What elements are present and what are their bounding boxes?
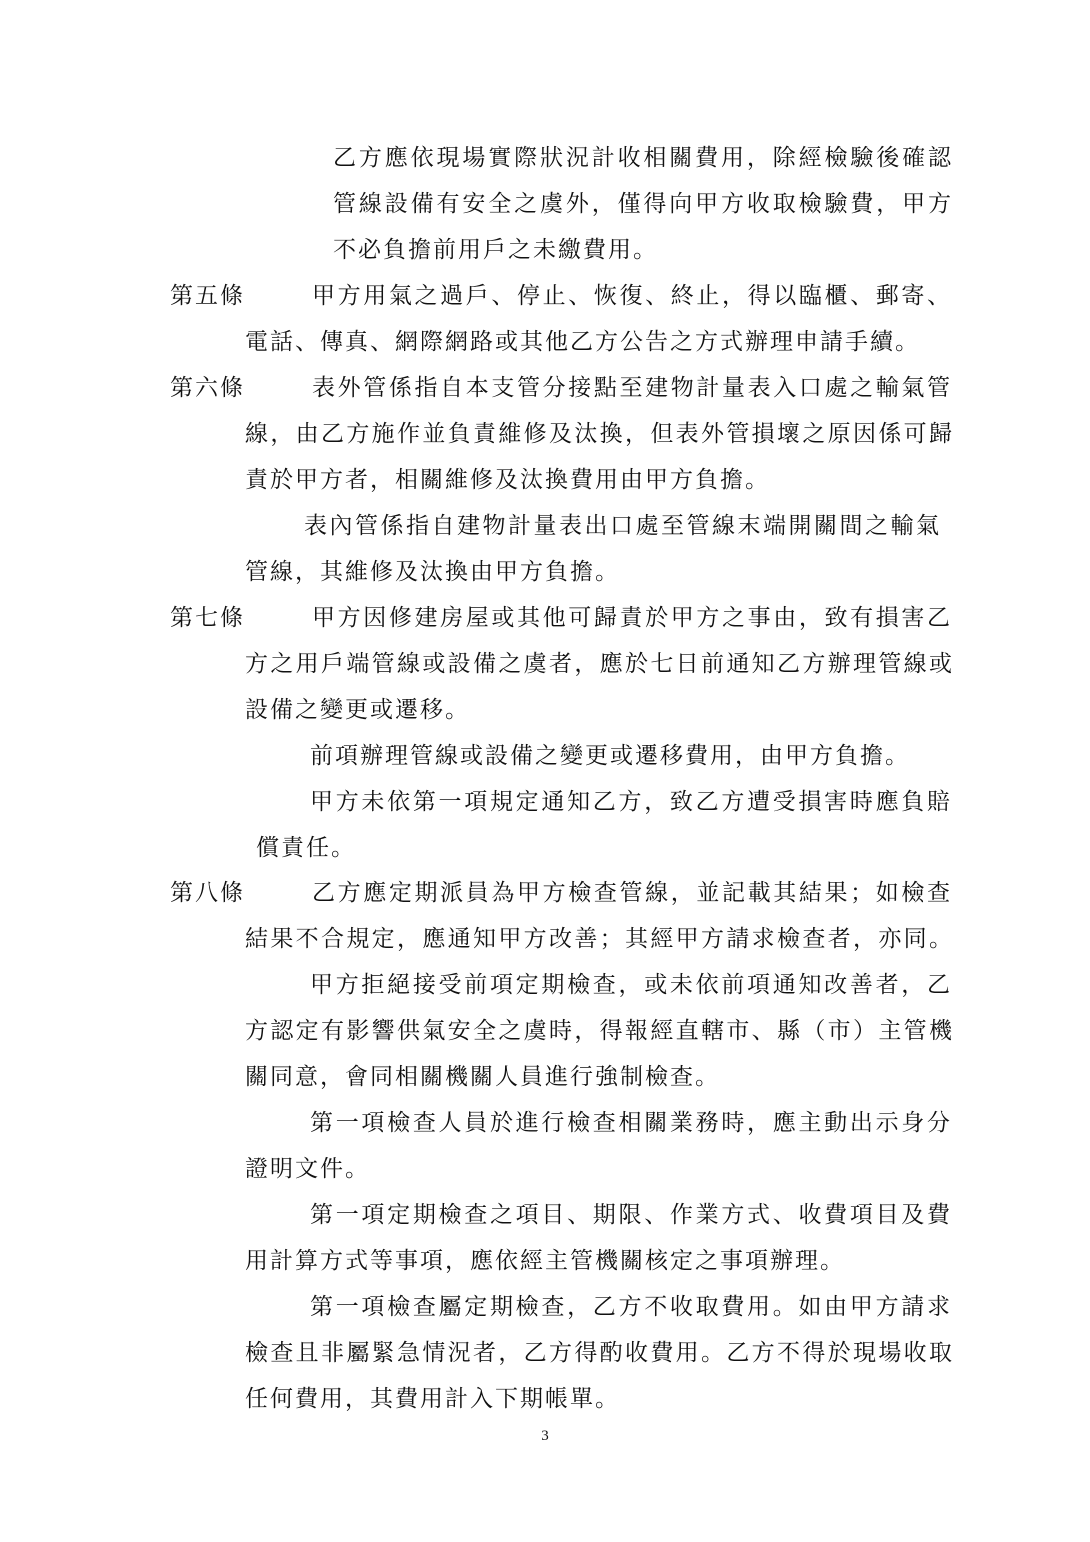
article-number: 第五條 [170,283,245,309]
text-line: 設備之變更或遷移。 [245,697,470,723]
text-line: 第一項定期檢查之項目、期限、作業方式、收費項目及費 [310,1202,952,1228]
text-line: 關同意，會同相關機關人員進行強制檢查。 [245,1064,720,1090]
text-line: 前項辦理管線或設備之變更或遷移費用，由甲方負擔。 [310,743,910,769]
text-line: 責於甲方者，相關維修及汰換費用由甲方負擔。 [245,467,770,493]
text-line: 不必負擔前用戶之未繳費用。 [333,237,658,263]
text-line: 方之用戶端管線或設備之虞者，應於七日前通知乙方辦理管線或 [245,651,952,677]
text-line: 甲方用氣之過戶、停止、恢復、終止，得以臨櫃、郵寄、 [312,283,952,309]
text-line: 乙方應定期派員為甲方檢查管線，並記載其結果；如檢查 [312,880,952,906]
text-line: 方認定有影響供氣安全之虞時，得報經直轄市、縣（市）主管機 [245,1018,952,1044]
article-number: 第七條 [170,605,245,631]
text-line: 管線設備有安全之虞外，僅得向甲方收取檢驗費，甲方 [333,191,953,217]
text-line: 結果不合規定，應通知甲方改善；其經甲方請求檢查者，亦同。 [245,926,952,952]
page-number: 3 [541,1428,549,1444]
text-line: 甲方因修建房屋或其他可歸責於甲方之事由，致有損害乙 [312,605,952,631]
text-line: 第一項檢查屬定期檢查，乙方不收取費用。如由甲方請求 [310,1294,952,1320]
text-line: 檢查且非屬緊急情況者，乙方得酌收費用。乙方不得於現場收取 [245,1340,952,1366]
text-line: 線，由乙方施作並負責維修及汰換，但表外管損壞之原因係可歸 [245,421,952,447]
text-line: 表內管係指自建物計量表出口處至管線末端開關間之輸氣 [304,513,941,539]
text-line: 甲方未依第一項規定通知乙方，致乙方遭受損害時應負賠 [310,789,952,815]
text-line: 用計算方式等事項，應依經主管機關核定之事項辦理。 [245,1248,845,1274]
text-line: 甲方拒絕接受前項定期檢查，或未依前項通知改善者，乙 [310,972,952,998]
text-line: 電話、傳真、網際網路或其他乙方公告之方式辦理申請手續。 [245,329,920,355]
text-line: 任何費用，其費用計入下期帳單。 [245,1386,620,1412]
text-line: 表外管係指自本支管分接點至建物計量表入口處之輸氣管 [312,375,952,401]
article-number: 第八條 [170,880,245,906]
text-line: 管線，其維修及汰換由甲方負擔。 [245,559,620,585]
text-line: 證明文件。 [245,1156,370,1182]
text-line: 乙方應依現場實際狀況計收相關費用，除經檢驗後確認 [333,145,953,171]
article-number: 第六條 [170,375,245,401]
text-line: 償責任。 [256,835,356,861]
text-line: 第一項檢查人員於進行檢查相關業務時，應主動出示身分 [310,1110,952,1136]
